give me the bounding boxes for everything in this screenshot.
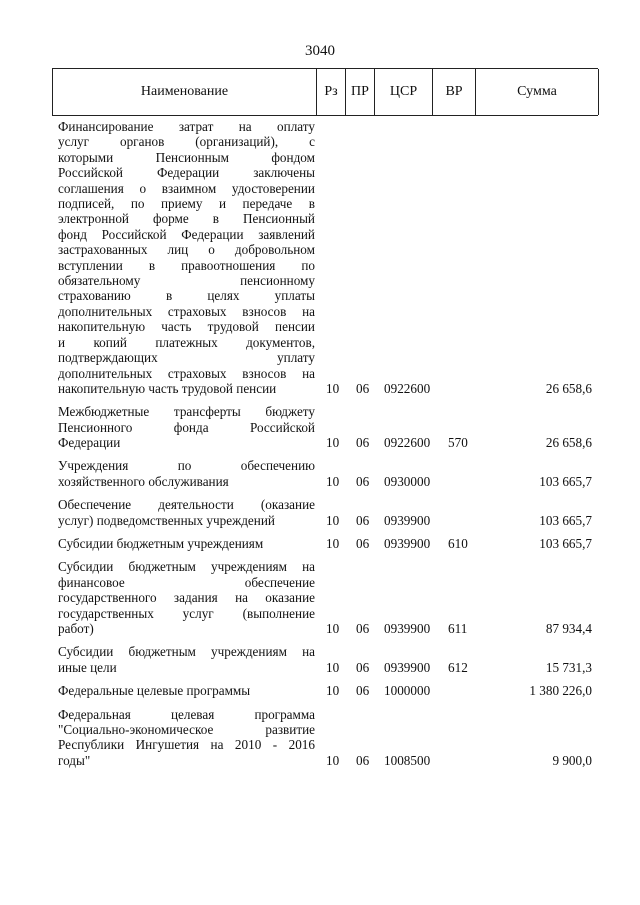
row-name-line: застрахованных лиц о добровольном (58, 242, 315, 258)
table-row (58, 497, 592, 528)
row-name-line: дополнительных страховых взносов на (58, 365, 315, 381)
row-name-line: работ) (58, 621, 94, 637)
row-name-line: финансовое обеспечение (58, 574, 315, 590)
row-name-line: государственных услуг (выполнение (58, 605, 315, 621)
row-name-line: фонд Российской Федерации заявлений (58, 226, 315, 242)
header-csr: ЦСР (374, 69, 432, 115)
header-vr: ВР (432, 69, 475, 115)
row-name (58, 119, 315, 396)
cell-csr: 0930000 (384, 473, 431, 489)
cell-sum: 26 658,6 (545, 434, 592, 450)
cell-sum: 15 731,3 (545, 659, 592, 675)
cell-rz: 10 (326, 380, 340, 396)
row-name-line: обязательному пенсионному (58, 273, 315, 289)
cell-sum: 103 665,7 (539, 535, 592, 551)
cell-sum: 1 380 226,0 (529, 683, 592, 699)
table-row (58, 644, 592, 675)
cell-rz: 10 (326, 752, 340, 768)
row-name-line: Федерации (58, 435, 121, 450)
row-name-line: Субсидии бюджетным учреждениям (58, 536, 264, 551)
cell-sum: 103 665,7 (539, 473, 592, 489)
header-sum: Сумма (475, 69, 599, 115)
cell-csr: 0922600 (384, 434, 431, 450)
row-name-line: Учреждения по обеспечению (58, 458, 315, 474)
cell-rz: 10 (326, 535, 340, 551)
cell-pr: 06 (356, 683, 370, 699)
cell-rz: 10 (326, 434, 340, 450)
row-name-line: услуг) подведомственных учреждений (58, 512, 275, 528)
cell-csr: 0939900 (384, 620, 431, 636)
row-name (58, 559, 315, 636)
row-name-line: Финансирование затрат на оплату (58, 119, 315, 134)
table-row (58, 536, 592, 551)
cell-sum: 87 934,4 (545, 620, 592, 636)
cell-pr: 06 (356, 380, 370, 396)
row-name-line: накопительную часть трудовой пенсии (58, 319, 315, 335)
table-row (58, 559, 592, 636)
row-name-line: дополнительных страховых взносов на (58, 303, 315, 319)
cell-vr: 612 (448, 659, 468, 675)
row-name-line: Федеральная целевая программа (58, 706, 315, 722)
table-row (58, 683, 592, 698)
cell-pr: 06 (356, 473, 370, 489)
row-name-line: "Социально-экономическое развитие (58, 722, 315, 737)
row-name-line: Федеральные целевые программы (58, 683, 251, 699)
header-rz: Рз (316, 69, 345, 115)
cell-rz: 10 (326, 473, 340, 489)
table-header (52, 68, 598, 116)
cell-pr: 06 (356, 535, 370, 551)
cell-rz: 10 (326, 620, 340, 636)
cell-csr: 0922600 (384, 380, 431, 396)
row-name-line: услуг органов (организаций), с (58, 134, 315, 150)
row-name-line: которыми Пенсионным фондом (58, 149, 315, 165)
row-name-line: Республики Ингушетия на 2010 - 2016 (58, 737, 315, 753)
cell-sum: 9 900,0 (552, 752, 592, 768)
row-name-line: годы" (58, 752, 91, 768)
row-name (58, 707, 315, 769)
table-row (58, 458, 592, 489)
cell-csr: 1000000 (384, 683, 431, 699)
cell-rz: 10 (326, 683, 340, 699)
cell-vr: 610 (448, 535, 468, 551)
row-name-line: хозяйственного обслуживания (58, 473, 229, 489)
cell-pr: 06 (356, 659, 370, 675)
row-name-line: вступлении в правоотношения по (58, 257, 315, 273)
row-name-line: государственного задания на оказание (58, 590, 315, 606)
table-row (58, 404, 592, 450)
row-name-line: страхованию в целях уплаты (58, 288, 315, 304)
row-name (58, 497, 315, 528)
row-name-line: Субсидии бюджетным учреждениям на (58, 644, 315, 660)
row-name-line: Межбюджетные трансферты бюджету (58, 404, 315, 420)
header-name: Наименование (52, 69, 316, 115)
cell-pr: 06 (356, 434, 370, 450)
page-number: 3040 (305, 43, 335, 59)
header-pr: ПР (345, 69, 374, 115)
row-name-line: подтверждающих уплату (58, 350, 315, 366)
row-name-line: Субсидии бюджетным учреждениям на (58, 559, 315, 575)
row-name (58, 536, 315, 551)
cell-csr: 0939900 (384, 512, 431, 528)
cell-pr: 06 (356, 620, 370, 636)
cell-vr: 611 (448, 620, 468, 636)
row-name-line: Обеспечение деятельности (оказание (58, 497, 315, 513)
row-name-line: электронной форме в Пенсионный (58, 211, 315, 227)
cell-rz: 10 (326, 512, 340, 528)
row-name-line: и копий платежных документов, (58, 334, 315, 350)
cell-sum: 26 658,6 (545, 380, 592, 396)
row-name-line: Пенсионного фонда Российской (58, 419, 315, 435)
row-name (58, 644, 315, 675)
row-name (58, 458, 315, 489)
cell-sum: 103 665,7 (539, 512, 592, 528)
cell-pr: 06 (356, 512, 370, 528)
row-name (58, 683, 315, 698)
cell-csr: 0939900 (384, 659, 431, 675)
cell-csr: 1008500 (384, 752, 431, 768)
row-name-line: соглашения о взаимном удостоверении (58, 180, 315, 196)
cell-pr: 06 (356, 752, 370, 768)
row-name-line: Российской Федерации заключены (58, 165, 315, 181)
table-row (58, 119, 592, 396)
row-name-line: иные цели (58, 659, 117, 675)
table-row (58, 707, 592, 769)
row-name (58, 404, 315, 450)
cell-csr: 0939900 (384, 535, 431, 551)
cell-rz: 10 (326, 659, 340, 675)
row-name-line: подписей, по приему и передаче в (58, 196, 315, 212)
row-name-line: накопительную часть трудовой пенсии (58, 380, 277, 396)
cell-vr: 570 (448, 434, 468, 450)
